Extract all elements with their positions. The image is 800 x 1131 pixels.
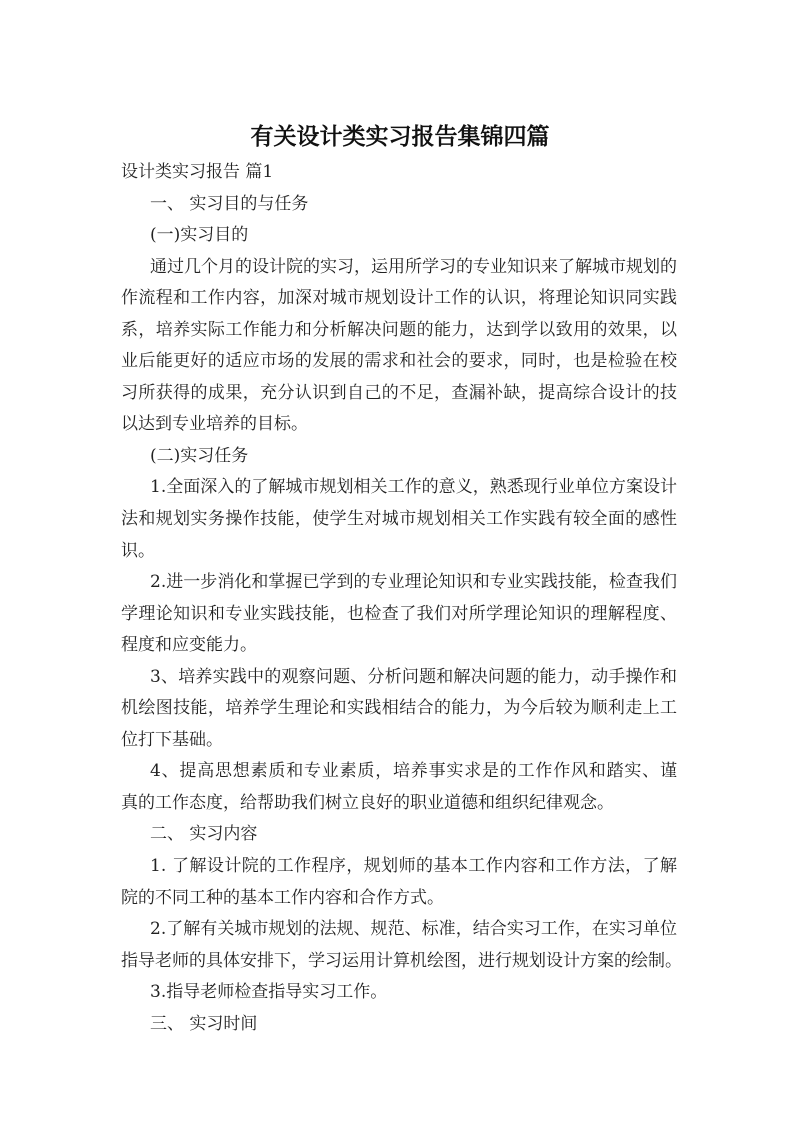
paragraph [121, 157, 677, 189]
text-line: 4、提高思想素质和专业素质，培养事实求是的工作作风和踏实、谨 [150, 761, 677, 782]
text-line: 法和规划实务操作技能，使学生对城市规划相关工作实践有较全面的感性 [121, 509, 677, 530]
text-line: 机绘图技能，培养学生理论和实践相结合的能力，为今后较为顺利走上工 [121, 698, 677, 719]
text-line: 以达到专业培养的目标。 [121, 414, 308, 435]
paragraph [121, 819, 677, 851]
text-line: (一)实习目的 [150, 225, 249, 246]
paragraph [121, 252, 677, 441]
paragraph [121, 851, 677, 914]
text-line: 2.了解有关城市规划的法规、规范、标准，结合实习工作，在实习单位 [150, 919, 677, 940]
text-line: 院的不同工种的基本工作内容和合作方式。 [121, 887, 444, 908]
paragraph [121, 441, 677, 473]
text-line: (二)实习任务 [150, 445, 249, 466]
text-line: 识。 [121, 540, 155, 561]
paragraph [121, 977, 677, 1009]
text-line: 作流程和工作内容，加深对城市规划设计工作的认识，将理论知识同实践 [121, 288, 677, 309]
paragraph [121, 189, 677, 221]
paragraph [121, 220, 677, 252]
text-line: 一、 实习目的与任务 [150, 193, 309, 214]
text-line: 真的工作态度，给帮助我们树立良好的职业道德和组织纪律观念。 [121, 792, 614, 813]
paragraph [121, 914, 682, 977]
text-line: 1. 了解设计院的工作程序，规划师的基本工作内容和工作方法，了解 [150, 856, 677, 877]
text-line: 1.全面深入的了解城市规划相关工作的意义，熟悉现行业单位方案设计 [150, 477, 677, 498]
text-line: 3.指导老师检查指导实习工作。 [150, 982, 388, 1003]
document-title: 有关设计类实习报告集锦四篇 [250, 124, 550, 150]
paragraph [121, 472, 677, 567]
paragraph [121, 567, 677, 662]
text-line: 位打下基础。 [121, 729, 223, 750]
text-line: 程度和应变能力。 [121, 635, 257, 656]
text-line: 3、培养实践中的观察问题、分析问题和解决问题的能力，动手操作和 [150, 666, 677, 687]
text-line: 业后能更好的适应市场的发展的需求和社会的要求，同时，也是检验在校 [121, 351, 677, 372]
text-line: 设计类实习报告 篇1 [121, 162, 274, 182]
text-line: 系，培养实际工作能力和分析解决问题的能力，达到学以致用的效果，以 [121, 319, 677, 340]
text-line: 习所获得的成果，充分认识到自己的不足，查漏补缺，提高综合设计的技 [121, 382, 677, 403]
paragraph [121, 1009, 677, 1041]
paragraph [121, 662, 677, 757]
text-line: 通过几个月的设计院的实习，运用所学习的专业知识来了解城市规划的 [150, 256, 677, 277]
text-line: 三、 实习时间 [150, 1013, 258, 1034]
paragraph [121, 756, 677, 819]
text-line: 学理论知识和专业实践技能，也检查了我们对所学理论知识的理解程度、 [121, 603, 677, 624]
text-line: 2.进一步消化和掌握已学到的专业理论知识和专业实践技能，检查我们 [150, 572, 677, 593]
text-line: 二、 实习内容 [150, 824, 258, 845]
document-body [121, 157, 682, 1040]
text-line: 指导老师的具体安排下，学习运用计算机绘图，进行规划设计方案的绘制。 [121, 950, 682, 971]
